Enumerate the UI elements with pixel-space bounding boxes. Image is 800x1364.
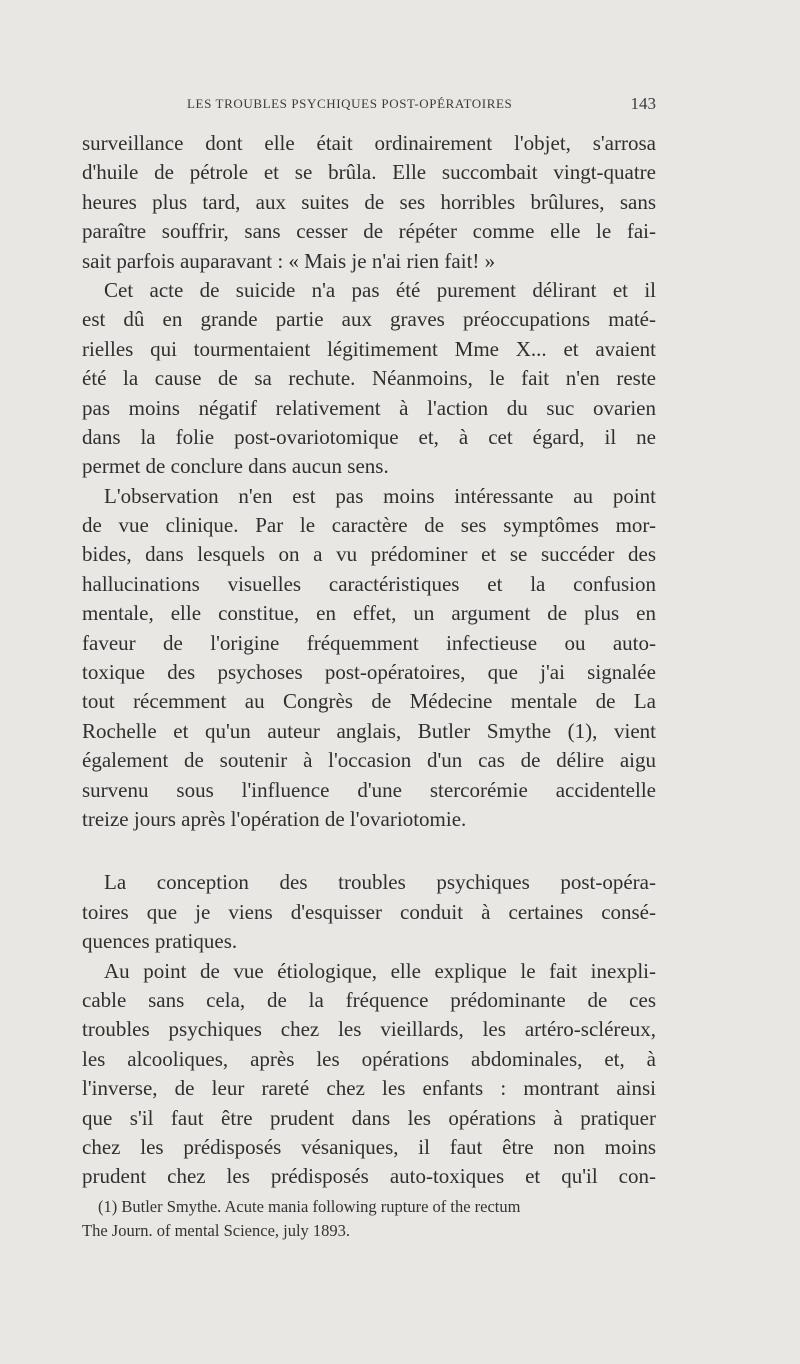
text-line: hallucinations visuelles caractéristiques et la confusion: [82, 571, 656, 596]
text-line: également de soutenir à l'occasion d'un cas de délire aigu: [82, 748, 656, 773]
page-number: 143: [630, 94, 656, 113]
text-line: quences pratiques.: [82, 929, 238, 954]
text-line: pas moins négatif relativement à l'action du suc ovarien: [82, 395, 656, 420]
text-line: les alcooliques, après les opérations abdominales, et, à: [82, 1046, 656, 1071]
text-line: est dû en grande partie aux graves préoccupations maté-: [82, 307, 656, 332]
footnote-line: The Journ. of mental Science, july 1893.: [82, 1221, 351, 1240]
text-line: troubles psychiques chez les vieillards, les artéro-scléreux,: [82, 1017, 656, 1042]
footnotes: [82, 1195, 656, 1243]
text-line: de vue clinique. Par le caractère de ses symptômes mor-: [82, 513, 656, 538]
paragraph: [82, 129, 656, 276]
text-line: faveur de l'origine fréquemment infectieuse ou auto-: [82, 630, 656, 655]
section-gap: [82, 834, 656, 868]
text-line: l'inverse, de leur rareté chez les enfants : montrant ainsi: [82, 1076, 656, 1101]
text-line: permet de conclure dans aucun sens.: [82, 454, 389, 479]
text-line: surveillance dont elle était ordinairement l'objet, s'arrosa: [82, 131, 656, 155]
running-title: LES TROUBLES PSYCHIQUES POST-OPÉRATOIRES: [187, 96, 513, 111]
text-line: dans la folie post-ovariotomique et, à cet égard, il ne: [82, 424, 656, 449]
text-line: été la cause de sa rechute. Néanmoins, le fait n'en reste: [82, 366, 656, 391]
text-line: prudent chez les prédisposés auto-toxiques et qu'il con-: [82, 1164, 656, 1189]
text-line: treize jours après l'opération de l'ovariotomie.: [82, 806, 467, 831]
body-text: [82, 129, 656, 1192]
text-line: toxique des psychoses post-opératoires, que j'ai signalée: [82, 660, 656, 685]
paragraph: [82, 868, 656, 956]
text-line: rielles qui tourmentaient légitimement Mme X... et avaient: [82, 336, 656, 361]
text-line: chez les prédisposés vésaniques, il faut être non moins: [82, 1134, 656, 1159]
text-line: heures plus tard, aux suites de ses horribles brûlures, sans: [82, 189, 656, 214]
text-line: d'huile de pétrole et se brûla. Elle succombait vingt-quatre: [82, 160, 656, 185]
paragraph: [82, 957, 656, 1192]
text-line: La conception des troubles psychiques post-opéra-: [104, 870, 656, 895]
paragraph: [82, 482, 656, 835]
text-line: que s'il faut être prudent dans les opérations à pratiquer: [82, 1105, 656, 1130]
text-line: sait parfois auparavant : « Mais je n'ai rien fait! »: [82, 248, 496, 273]
text-line: Rochelle et qu'un auteur anglais, Butler Smythe (1), vient: [82, 718, 656, 743]
text-line: tout récemment au Congrès de Médecine mentale de La: [82, 689, 656, 714]
text-line: mentale, elle constitue, en effet, un argument de plus en: [82, 601, 656, 626]
text-line: Au point de vue étiologique, elle explique le fait inexpli-: [104, 958, 656, 983]
footnote-line: (1) Butler Smythe. Acute mania following rupture of the rectum: [98, 1197, 521, 1216]
text-line: toires que je viens d'esquisser conduit à certaines consé-: [82, 899, 656, 924]
text-line: survenu sous l'influence d'une stercorémie accidentelle: [82, 777, 656, 802]
text-line: Cet acte de suicide n'a pas été purement délirant et il: [104, 277, 656, 302]
text-line: cable sans cela, de la fréquence prédominante de ces: [82, 987, 656, 1012]
paragraph: [82, 276, 656, 482]
text-line: bides, dans lesquels on a vu prédominer et se succéder des: [82, 542, 656, 567]
text-line: L'observation n'en est pas moins intéressante au point: [104, 483, 656, 508]
running-head: [82, 96, 656, 120]
text-line: paraître souffrir, sans cesser de répéter comme elle le fai-: [82, 219, 656, 244]
